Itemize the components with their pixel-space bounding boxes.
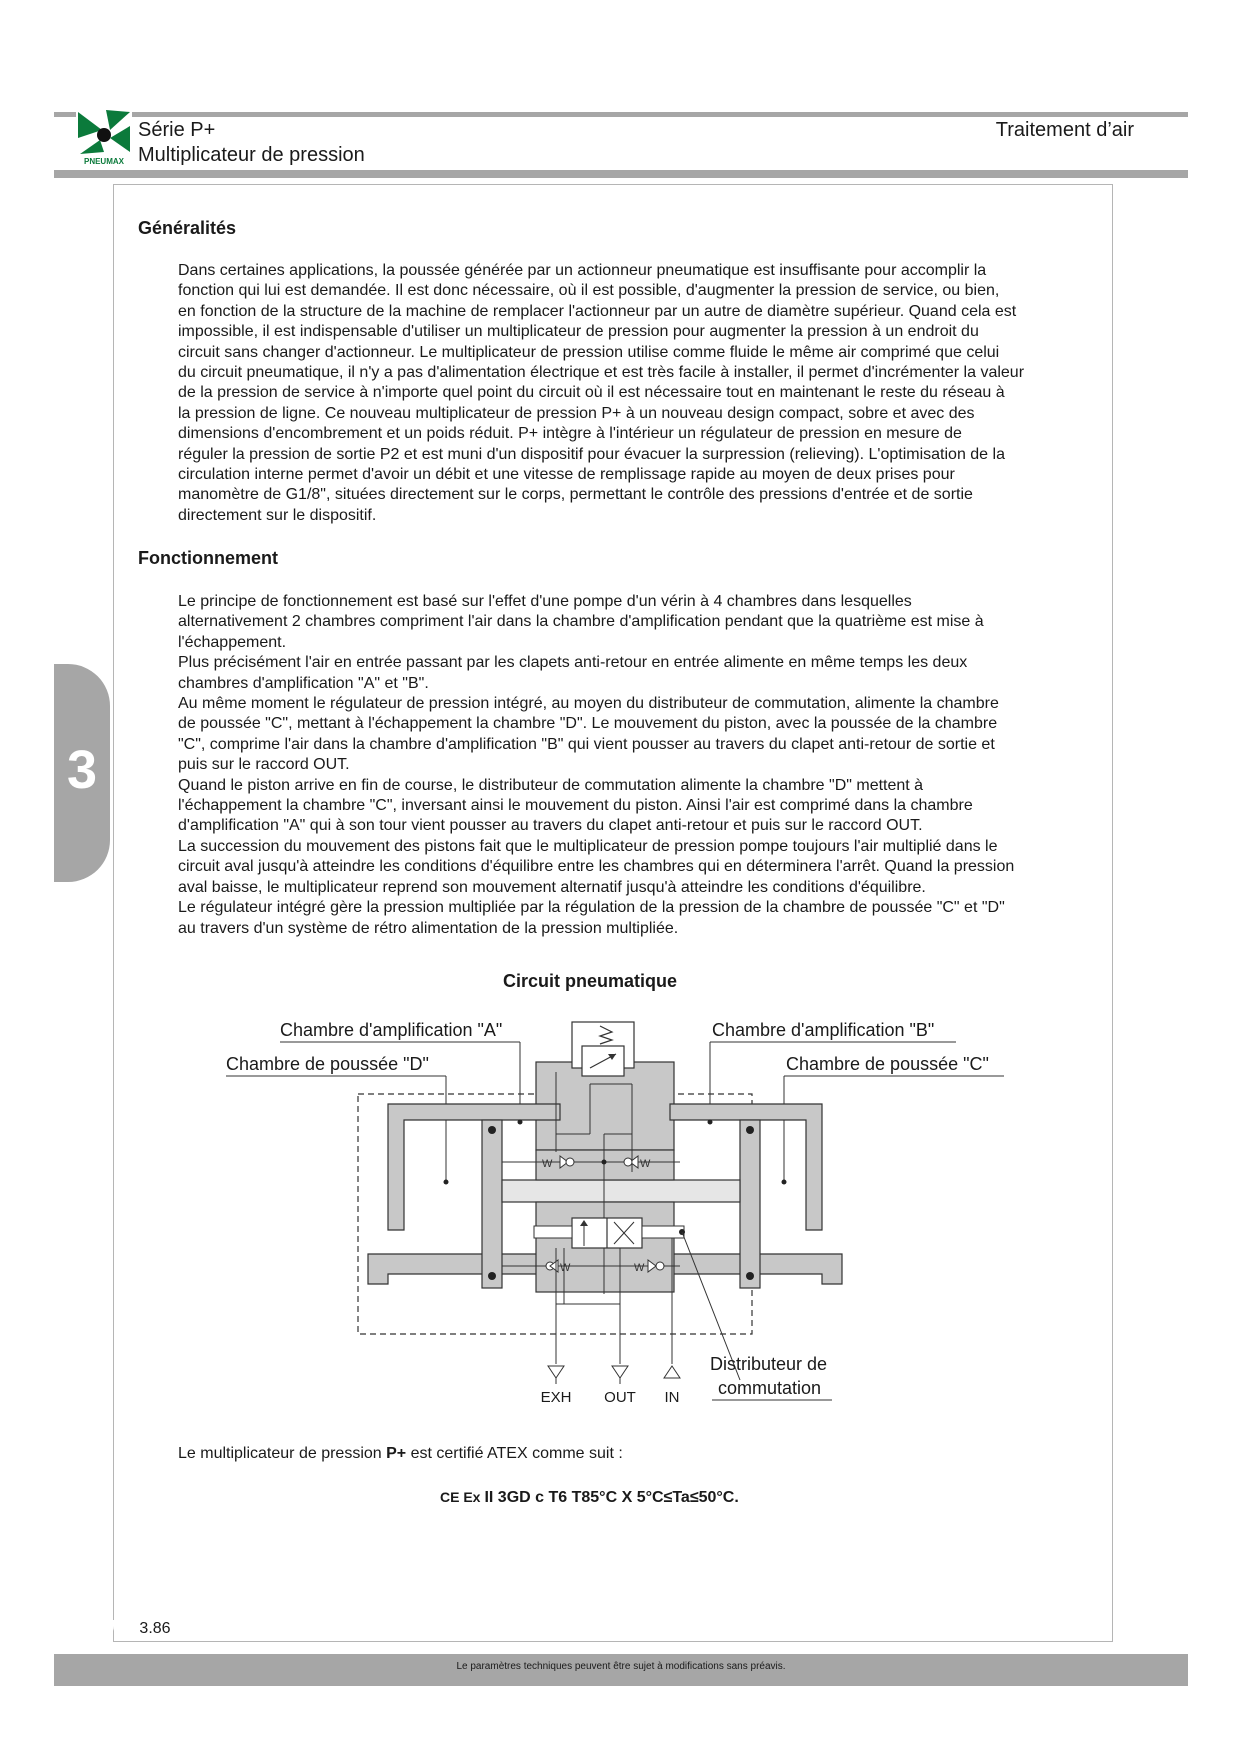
atex-statement (178, 1445, 623, 1463)
fonctionnement-paragraph (178, 592, 1098, 939)
section-heading-generalites: Généralités (138, 218, 237, 238)
text-line: Le régulateur intégré gère la pression multipliée par la régulation de la pression de la chambre de poussée "C" et "D" (178, 899, 1005, 917)
text-line: circuit sans changer d'actionneur. Le multiplicateur de pression utilise comme fluide le même air comprimé que celui (178, 343, 1000, 361)
text-line: au travers d'un système de rétro alimentation de la pression multipliée. (178, 919, 679, 937)
header-bottom-rule (54, 170, 1188, 178)
text-line: puis sur le raccord OUT. (178, 756, 350, 774)
text-line: l'échappement. (178, 633, 287, 651)
text-line: Le principe de fonctionnement est basé sur l'effet d'une pompe d'un vérin à 4 chambres dans lesquelles (178, 593, 912, 610)
series-title: Série P+ (138, 119, 216, 141)
port-exh-label: EXH (540, 1389, 572, 1406)
text-line: d'amplification "A" qui à son tour vient pousser au travers du clapet anti-retour et puis sur le raccord OUT. (178, 817, 923, 835)
section-heading-fonctionnement: Fonctionnement (138, 548, 278, 568)
circuit-title: Circuit pneumatique (502, 971, 677, 991)
svg-text:W: W (560, 1262, 571, 1274)
text-line: réguler la pression de sortie P2 et est muni d'un dispositif pour évacuer la surpression (relieving). L'optimisation de la (178, 445, 1005, 463)
text-line: aval baisse, le multiplicateur reprend son mouvement alternatif jusqu'à atteindre les conditions d'équilibre. (178, 878, 926, 896)
text-line: Quand le piston arrive en fin de course, le distributeur de commutation alimente la chambre "D" mettent à (178, 776, 924, 794)
atex-text-before: Le multiplicateur de pression (178, 1445, 387, 1462)
atex-code: II 3GD c T6 T85°C X 5°C≤Ta≤50°C. (484, 1489, 739, 1506)
pneumax-logo (76, 108, 132, 166)
text-line: dimensions d'encombrement et un poids réduit. P+ intègre à l'intérieur un régulateur de pression en mesure de (178, 425, 962, 443)
text-line: Dans certaines applications, la poussée générée par un actionneur pneumatique est insuffisante pour accomplir la (178, 262, 987, 279)
chapter-number: 3 (66, 740, 98, 800)
atex-text-after: est certifié ATEX comme suit : (406, 1445, 623, 1462)
text-line: chambres d'amplification "A" et "B". (178, 674, 429, 692)
text-line: impossible, il est indispensable d'utiliser un multiplicateur de pression pour augmenter la pression à un endroit du (178, 323, 979, 341)
text-line: de poussée "C", mettant à l'échappement la chambre "D". Le mouvement du piston, avec la poussée de la chambre (178, 715, 998, 733)
label-poussee-c: Chambre de poussée "C" (786, 1054, 989, 1074)
piston-right (740, 1120, 760, 1288)
header-top-rule (54, 112, 1188, 117)
text-line: en fonction de la structure de la machine de remplacer l'actionneur par un autre de diamètre supérieur. Quand cela est (178, 302, 1017, 320)
text-line: fonction qui lui est demandée. Il est donc nécessaire, où il est possible, d'augmenter la pression de service, ou bien, (178, 282, 1000, 300)
text-line: l'échappement la chambre "C", inversant ainsi le mouvement du piston. Ainsi l'air est comprimé dans la chambre (178, 797, 973, 815)
generalites-paragraph (178, 261, 1098, 526)
text-line: directement sur le dispositif. (178, 506, 377, 524)
label-amplification-b: Chambre d'amplification "B" (712, 1020, 935, 1040)
footer-note: Le paramètres techniques peuvent être sujet à modifications sans préavis. (456, 1661, 786, 1672)
text-line: la pression de ligne. Ce nouveau multiplicateur de pression P+ à un nouveau design compact, sobre et avec des (178, 404, 975, 422)
label-distributeur-2: commutation (718, 1378, 822, 1398)
text-line: circulation interne permet d'avoir un débit et une vitesse de remplissage rapide au moyen de deux prises pour (178, 466, 955, 484)
product-title: Multiplicateur de pression (138, 144, 365, 166)
port-in-label: IN (664, 1389, 680, 1406)
ce-ex-marks-icon: CE Ex (440, 1489, 481, 1505)
svg-text:W: W (542, 1158, 553, 1170)
piston-rod (502, 1180, 740, 1202)
text-line: Plus précisément l'air en entrée passant par les clapets anti-retour en entrée alimente en même temps les deux (178, 654, 968, 672)
logo-text: PNEUMAX (83, 157, 125, 166)
atex-product: P+ (386, 1445, 407, 1462)
port-out-label: OUT (604, 1389, 636, 1406)
page-number: 3.86 (113, 1620, 197, 1638)
text-line: du circuit pneumatique, il n'y a pas d'alimentation électrique et est très facile à installer, il permet d'incrémenter la valeur (178, 364, 1025, 382)
text-line: La succession du mouvement des pistons fait que le multiplicateur de pression pompe toujours l'air multiplié dans le (178, 837, 998, 855)
label-amplification-a: Chambre d'amplification "A" (280, 1020, 503, 1040)
label-poussee-d: Chambre de poussée "D" (226, 1054, 429, 1074)
text-line: "C", comprime l'air dans la chambre d'amplification "B" qui vient pousser au travers du clapet anti-retour de sortie et (178, 735, 995, 753)
svg-text:W: W (640, 1158, 651, 1170)
pneumatic-circuit-diagram (220, 1012, 1050, 1412)
text-line: circuit aval jusqu'à atteindre les conditions d'équilibre entre les chambres qui en déterminera l'arrêt. Quand la pression (178, 858, 1015, 876)
text-line: alternativement 2 chambres compriment l'air dans la chambre d'amplification pendant que la quatrième est mise à (178, 613, 984, 631)
label-distributeur-1: Distributeur de (710, 1354, 828, 1374)
text-line: manomètre de G1/8", situées directement sur le corps, permettant le contrôle des pressions d'entrée et de sortie (178, 486, 973, 504)
svg-text:W: W (634, 1262, 645, 1274)
cylinder-left (388, 1104, 560, 1230)
piston-left (482, 1120, 502, 1288)
atex-certification (440, 1489, 739, 1507)
text-line: Au même moment le régulateur de pression intégré, au moyen du distributeur de commutation, alimente la chambre (178, 695, 999, 713)
text-line: de la pression de service à n'importe quel point du circuit où il est nécessaire tout en maintenant le reste du réseau à (178, 384, 1005, 402)
category-title: Traitement d’air (995, 119, 1134, 141)
